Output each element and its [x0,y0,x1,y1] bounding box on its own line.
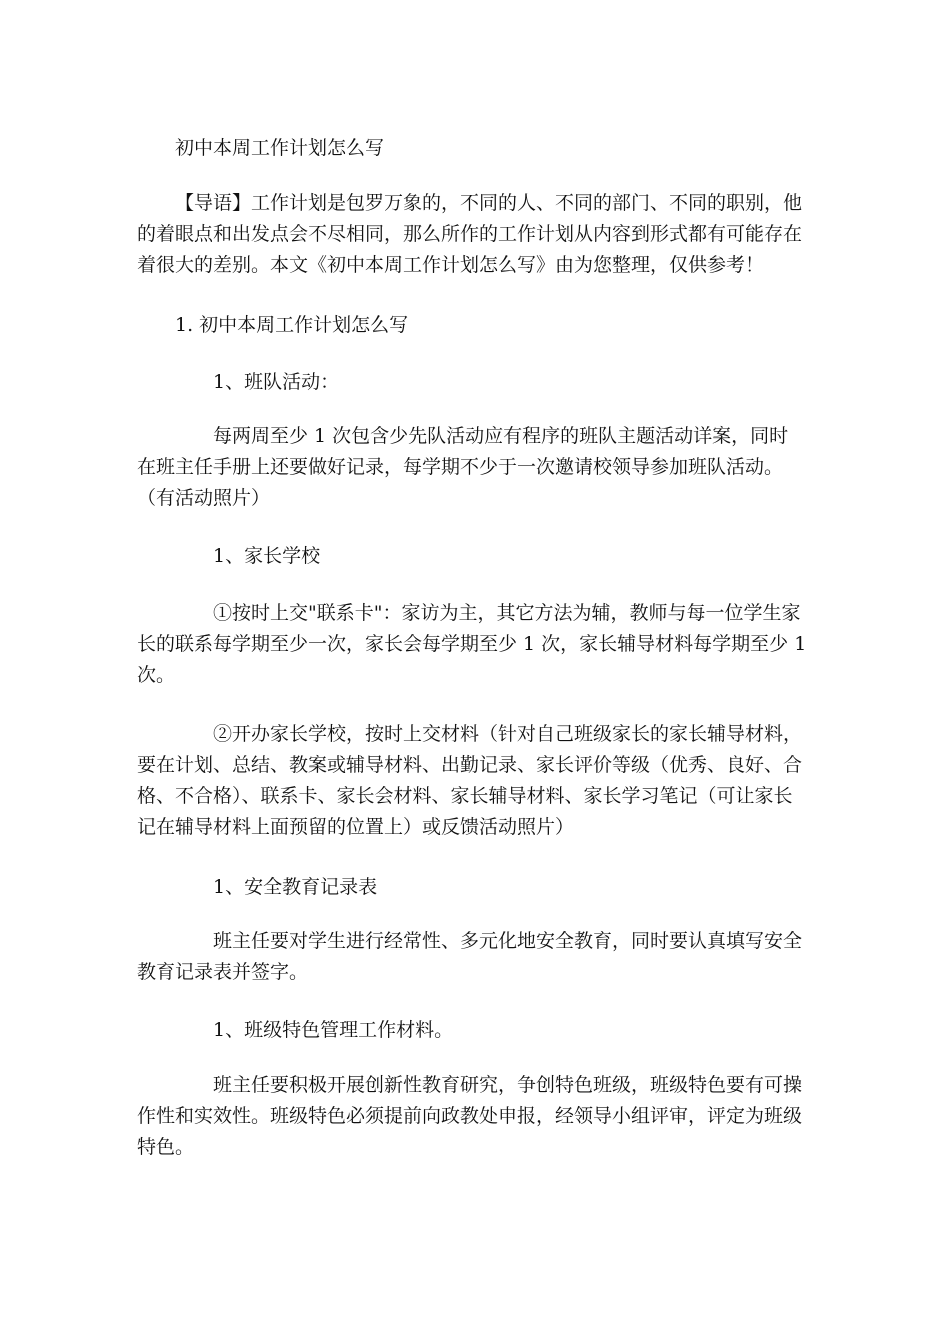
item-heading-class-feature: 1、班级特色管理工作材料。 [213,1019,454,1041]
item-heading-safety-record: 1、安全教育记录表 [213,876,378,898]
paragraph-class-feature: 班主任要积极开展创新性教育研究，争创特色班级，班级特色要有可操作性和实效性。班级特色必须提前向政教处申报，经领导小组评审，评定为班级特色。 [137,1074,803,1158]
paragraph-parent-school-materials: ②开办家长学校，按时上交材料（针对自己班级家长的家长辅导材料，要在计划、总结、教案或辅导材料、出勤记录、家长评价等级（优秀、良好、合格、不合格）、联系卡、家长会材料、家长辅导材料、家长学习笔记（可让家长记在辅导材料上面预留的位置上）或反馈活动照片） [137,723,803,838]
document-title: 初中本周工作计划怎么写 [175,137,385,159]
paragraph-class-activity: 每两周至少 1 次包含少先队活动应有程序的班队主题活动详案，同时在班主任手册上还要做好记录，每学期不少于一次邀请校领导参加班队活动。（有活动照片） [137,425,789,509]
paragraph-contact-card: ①按时上交"联系卡"：家访为主，其它方法为辅，教师与每一位学生家长的联系每学期至少一次，家长会每学期至少 1 次，家长辅导材料每学期至少 1 次。 [137,602,807,686]
section-heading: 1. 初中本周工作计划怎么写 [175,314,409,336]
paragraph-safety-education: 班主任要对学生进行经常性、多元化地安全教育，同时要认真填写安全教育记录表并签字。 [137,930,803,983]
item-heading-class-activity: 1、班队活动： [213,371,340,393]
item-heading-parent-school: 1、家长学校 [213,545,321,567]
intro-paragraph: 【导语】工作计划是包罗万象的，不同的人、不同的部门、不同的职别，他的着眼点和出发点会不尽相同，那么所作的工作计划从内容到形式都有可能存在着很大的差别。本文《初中本周工作计划怎么写》由为您整理，仅供参考！ [137,192,803,276]
